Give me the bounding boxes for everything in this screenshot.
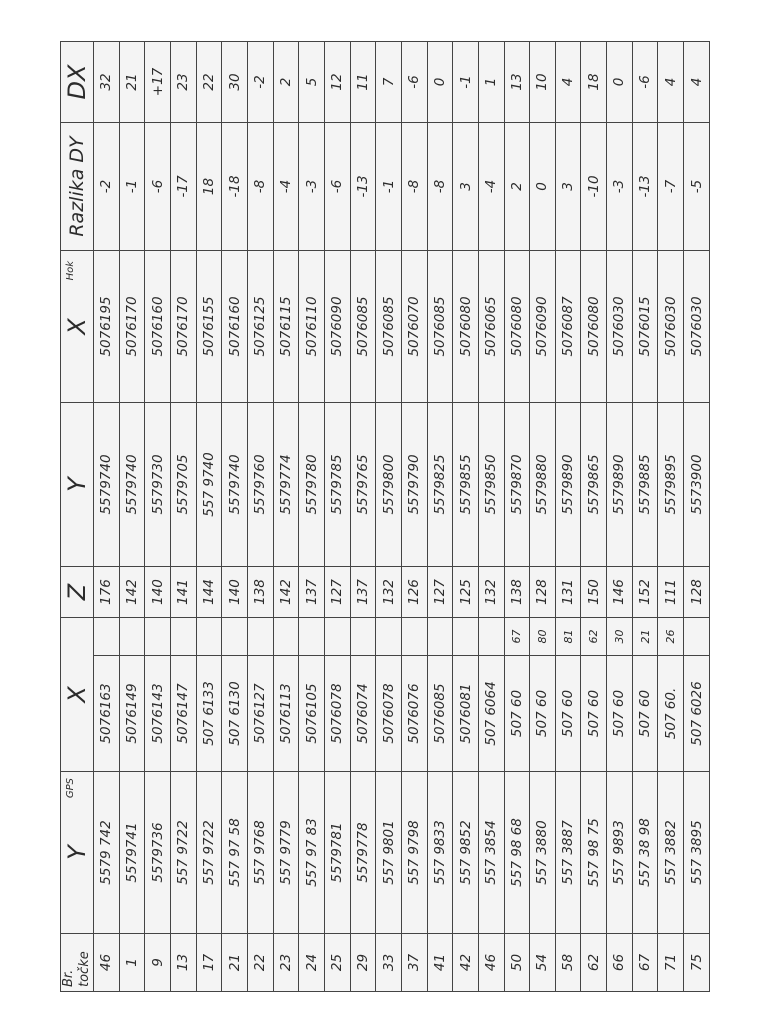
table-row [222,41,248,991]
cell-gps-y: 557 9798 [401,772,427,934]
cell-dx: 22 [196,41,222,122]
cell-tocka: 46 [478,934,504,992]
cell-hok-x: 5076170 [170,250,196,402]
cell-razlika-dy: -10 [581,122,607,250]
cell-hok-y: 5579790 [401,402,427,566]
cell-gps-z: 137 [350,566,376,617]
cell-dx: 4 [658,41,684,122]
cell-dx: 0 [607,41,633,122]
cell-gps-x-suffix: 67 [504,617,530,655]
cell-hok-x: 5076030 [607,250,633,402]
header-tocka-line1: Br. [61,969,76,987]
cell-hok-y: 5579885 [632,402,658,566]
cell-hok-x: 5076090 [530,250,556,402]
cell-tocka: 37 [401,934,427,992]
cell-gps-x: 5076085 [427,656,453,772]
table-row [170,41,196,991]
cell-gps-x: 5076149 [119,656,145,772]
cell-gps-x-suffix [350,617,376,655]
cell-gps-z: 128 [530,566,556,617]
cell-gps-y: 557 9852 [453,772,479,934]
cell-gps-x: 507 6133 [196,656,222,772]
cell-razlika-dy: -1 [119,122,145,250]
cell-dx: 11 [350,41,376,122]
cell-hok-x: 5076090 [324,250,350,402]
table-row [401,41,427,991]
cell-gps-x-suffix [684,617,710,655]
cell-hok-y: 5579740 [222,402,248,566]
cell-gps-y: 5579 742 [94,772,120,934]
cell-hok-x: 5076070 [401,250,427,402]
cell-gps-y: 557 9768 [247,772,273,934]
cell-gps-y: 557 9893 [607,772,633,934]
cell-gps-x: 5076163 [94,656,120,772]
cell-gps-z: 127 [427,566,453,617]
cell-gps-x-suffix [247,617,273,655]
cell-tocka: 71 [658,934,684,992]
cell-gps-x-suffix [222,617,248,655]
cell-hok-y: 5579880 [530,402,556,566]
cell-gps-z: 152 [632,566,658,617]
cell-gps-x: 5076147 [170,656,196,772]
cell-gps-z: 132 [376,566,402,617]
cell-gps-x-suffix [478,617,504,655]
cell-gps-z: 125 [453,566,479,617]
cell-gps-z: 176 [94,566,120,617]
cell-dx: 21 [119,41,145,122]
cell-gps-y: 557 9779 [273,772,299,934]
cell-hok-y: 5579740 [119,402,145,566]
cell-dx: -6 [632,41,658,122]
cell-dx: 32 [94,41,120,122]
cell-dx: 4 [684,41,710,122]
cell-hok-y: 5579890 [555,402,581,566]
cell-gps-x: 5076074 [350,656,376,772]
cell-gps-x: 507 6026 [684,656,710,772]
table-row [376,41,402,991]
header-gps-x: X [61,617,94,771]
cell-tocka: 33 [376,934,402,992]
header-tocka-line2: točke [77,951,92,987]
cell-hok-y: 5573900 [684,402,710,566]
cell-gps-x: 507 60 [632,656,658,772]
cell-gps-z: 111 [658,566,684,617]
cell-tocka: 25 [324,934,350,992]
cell-gps-x: 5076078 [376,656,402,772]
header-hok-tag: Hok [65,260,76,281]
header-hok-x [61,250,94,402]
cell-razlika-dy: -8 [247,122,273,250]
table-row [196,41,222,991]
cell-tocka: 66 [607,934,633,992]
cell-hok-x: 5076080 [453,250,479,402]
cell-gps-x-suffix: 80 [530,617,556,655]
cell-gps-z: 140 [145,566,171,617]
cell-gps-x-suffix [324,617,350,655]
cell-gps-y: 557 98 68 [504,772,530,934]
header-gps-tag: GPS [65,778,76,799]
cell-hok-y: 5579730 [145,402,171,566]
cell-tocka: 42 [453,934,479,992]
cell-hok-y: 5579850 [478,402,504,566]
cell-gps-x-suffix [119,617,145,655]
survey-table [60,41,710,992]
table-row [530,41,556,991]
cell-hok-x: 5076170 [119,250,145,402]
cell-dx: +17 [145,41,171,122]
cell-hok-y: 5579774 [273,402,299,566]
cell-razlika-dy: -18 [222,122,248,250]
cell-hok-x: 5076080 [504,250,530,402]
cell-gps-y: 557 3887 [555,772,581,934]
cell-tocka: 41 [427,934,453,992]
table-row [555,41,581,991]
table-row [453,41,479,991]
cell-razlika-dy: -13 [632,122,658,250]
table-row [273,41,299,991]
cell-razlika-dy: 2 [504,122,530,250]
cell-razlika-dy: -3 [299,122,325,250]
table-row [427,41,453,991]
table-row [607,41,633,991]
cell-razlika-dy: -5 [684,122,710,250]
cell-gps-x-suffix [401,617,427,655]
table-row [658,41,684,991]
cell-gps-x: 507 60 [555,656,581,772]
cell-hok-y: 5579785 [324,402,350,566]
cell-dx: 10 [530,41,556,122]
cell-hok-x: 5076030 [658,250,684,402]
cell-gps-z: 142 [119,566,145,617]
cell-gps-x-suffix [94,617,120,655]
cell-razlika-dy: 0 [530,122,556,250]
table-row [299,41,325,991]
cell-gps-y: 557 97 58 [222,772,248,934]
cell-gps-y: 557 3895 [684,772,710,934]
cell-hok-y: 5579780 [299,402,325,566]
cell-hok-x: 5076015 [632,250,658,402]
header-razlika-dy: Razlika DY [61,122,94,250]
cell-dx: 13 [504,41,530,122]
cell-gps-y: 5579741 [119,772,145,934]
cell-gps-y: 557 9722 [170,772,196,934]
cell-gps-x: 5076078 [324,656,350,772]
cell-razlika-dy: -8 [401,122,427,250]
cell-dx: 2 [273,41,299,122]
cell-tocka: 67 [632,934,658,992]
cell-gps-x: 507 60 [504,656,530,772]
cell-hok-x: 5076195 [94,250,120,402]
cell-gps-x: 507 60. [658,656,684,772]
cell-tocka: 75 [684,934,710,992]
cell-gps-z: 150 [581,566,607,617]
cell-gps-y: 557 3882 [658,772,684,934]
table-row [632,41,658,991]
cell-gps-y: 5579781 [324,772,350,934]
cell-gps-z: 142 [273,566,299,617]
cell-hok-x: 5076087 [555,250,581,402]
cell-hok-y: 5579705 [170,402,196,566]
cell-hok-x: 5076155 [196,250,222,402]
cell-tocka: 9 [145,934,171,992]
cell-gps-y: 557 38 98 [632,772,658,934]
cell-gps-z: 127 [324,566,350,617]
cell-tocka: 50 [504,934,530,992]
cell-razlika-dy: -3 [607,122,633,250]
cell-gps-z: 144 [196,566,222,617]
cell-gps-x: 5076081 [453,656,479,772]
cell-gps-x-suffix [299,617,325,655]
cell-gps-x-suffix [196,617,222,655]
cell-tocka: 22 [247,934,273,992]
table-row [350,41,376,991]
cell-gps-x-suffix: 30 [607,617,633,655]
cell-gps-z: 146 [607,566,633,617]
cell-gps-x-suffix [453,617,479,655]
cell-dx: 1 [478,41,504,122]
cell-tocka: 29 [350,934,376,992]
cell-tocka: 13 [170,934,196,992]
table-row [145,41,171,991]
cell-tocka: 23 [273,934,299,992]
cell-razlika-dy: 3 [453,122,479,250]
cell-gps-z: 141 [170,566,196,617]
cell-gps-x-suffix [427,617,453,655]
table-row [478,41,504,991]
cell-gps-x: 507 6130 [222,656,248,772]
cell-gps-y: 557 9801 [376,772,402,934]
cell-gps-y: 557 98 75 [581,772,607,934]
cell-gps-x-suffix [145,617,171,655]
cell-hok-y: 5579870 [504,402,530,566]
cell-gps-x-suffix: 21 [632,617,658,655]
table-row [504,41,530,991]
cell-gps-y: 557 3854 [478,772,504,934]
cell-dx: -1 [453,41,479,122]
cell-gps-x-suffix [273,617,299,655]
cell-gps-x-suffix [376,617,402,655]
header-tocka [61,934,94,992]
cell-gps-x-suffix: 81 [555,617,581,655]
cell-gps-z: 137 [299,566,325,617]
cell-gps-x-suffix: 26 [658,617,684,655]
cell-gps-x: 5076076 [401,656,427,772]
cell-hok-y: 5579895 [658,402,684,566]
cell-gps-x: 5076113 [273,656,299,772]
cell-hok-y: 557 9740 [196,402,222,566]
header-dx: DX [61,41,94,122]
cell-dx: -6 [401,41,427,122]
survey-table-body [94,41,710,991]
cell-tocka: 17 [196,934,222,992]
cell-razlika-dy: -6 [324,122,350,250]
cell-gps-x: 5076127 [247,656,273,772]
header-gps-z: Z [61,566,94,617]
cell-hok-x: 5076065 [478,250,504,402]
cell-gps-z: 128 [684,566,710,617]
cell-tocka: 58 [555,934,581,992]
cell-hok-x: 5076085 [350,250,376,402]
cell-gps-y: 557 9722 [196,772,222,934]
cell-dx: 5 [299,41,325,122]
cell-tocka: 1 [119,934,145,992]
cell-tocka: 21 [222,934,248,992]
header-row [61,41,94,991]
cell-razlika-dy: -13 [350,122,376,250]
cell-razlika-dy: -17 [170,122,196,250]
cell-hok-x: 5076080 [581,250,607,402]
cell-hok-y: 5579825 [427,402,453,566]
header-hok-x-label: X [63,318,91,335]
header-hok-y: Y [61,402,94,566]
cell-dx: 18 [581,41,607,122]
survey-table-rotated [60,42,710,992]
cell-hok-x: 5076030 [684,250,710,402]
cell-hok-y: 5579855 [453,402,479,566]
cell-hok-y: 5579890 [607,402,633,566]
cell-razlika-dy: -7 [658,122,684,250]
cell-tocka: 62 [581,934,607,992]
cell-dx: 7 [376,41,402,122]
cell-dx: 30 [222,41,248,122]
cell-hok-x: 5076110 [299,250,325,402]
cell-gps-y: 5579736 [145,772,171,934]
cell-gps-z: 138 [247,566,273,617]
cell-razlika-dy: -6 [145,122,171,250]
cell-gps-x: 507 60 [581,656,607,772]
cell-hok-y: 5579865 [581,402,607,566]
cell-hok-y: 5579800 [376,402,402,566]
table-row [119,41,145,991]
cell-gps-x: 507 6064 [478,656,504,772]
cell-dx: -2 [247,41,273,122]
table-row [581,41,607,991]
cell-hok-x: 5076085 [376,250,402,402]
cell-hok-x: 5076115 [273,250,299,402]
cell-dx: 0 [427,41,453,122]
cell-hok-x: 5076125 [247,250,273,402]
cell-dx: 23 [170,41,196,122]
cell-gps-z: 131 [555,566,581,617]
cell-dx: 4 [555,41,581,122]
cell-gps-y: 5579778 [350,772,376,934]
cell-dx: 12 [324,41,350,122]
table-row [94,41,120,991]
header-gps-y-label: Y [63,845,91,860]
cell-gps-x: 5076143 [145,656,171,772]
cell-gps-x: 5076105 [299,656,325,772]
header-gps-y [61,772,94,934]
cell-hok-y: 5579765 [350,402,376,566]
cell-tocka: 24 [299,934,325,992]
cell-gps-x: 507 60 [530,656,556,772]
cell-gps-y: 557 9833 [427,772,453,934]
cell-gps-z: 126 [401,566,427,617]
cell-hok-y: 5579740 [94,402,120,566]
cell-gps-y: 557 97 83 [299,772,325,934]
table-row [684,41,710,991]
cell-hok-x: 5076160 [222,250,248,402]
cell-gps-x: 507 60 [607,656,633,772]
cell-tocka: 54 [530,934,556,992]
cell-gps-x-suffix [170,617,196,655]
cell-gps-z: 132 [478,566,504,617]
cell-razlika-dy: 18 [196,122,222,250]
cell-gps-y: 557 3880 [530,772,556,934]
cell-razlika-dy: -4 [273,122,299,250]
cell-razlika-dy: -1 [376,122,402,250]
table-row [247,41,273,991]
cell-hok-x: 5076085 [427,250,453,402]
cell-gps-x-suffix: 62 [581,617,607,655]
cell-razlika-dy: -2 [94,122,120,250]
cell-razlika-dy: 3 [555,122,581,250]
table-row [324,41,350,991]
cell-hok-x: 5076160 [145,250,171,402]
cell-razlika-dy: -8 [427,122,453,250]
cell-razlika-dy: -4 [478,122,504,250]
cell-hok-y: 5579760 [247,402,273,566]
cell-gps-z: 140 [222,566,248,617]
cell-tocka: 46 [94,934,120,992]
cell-gps-z: 138 [504,566,530,617]
